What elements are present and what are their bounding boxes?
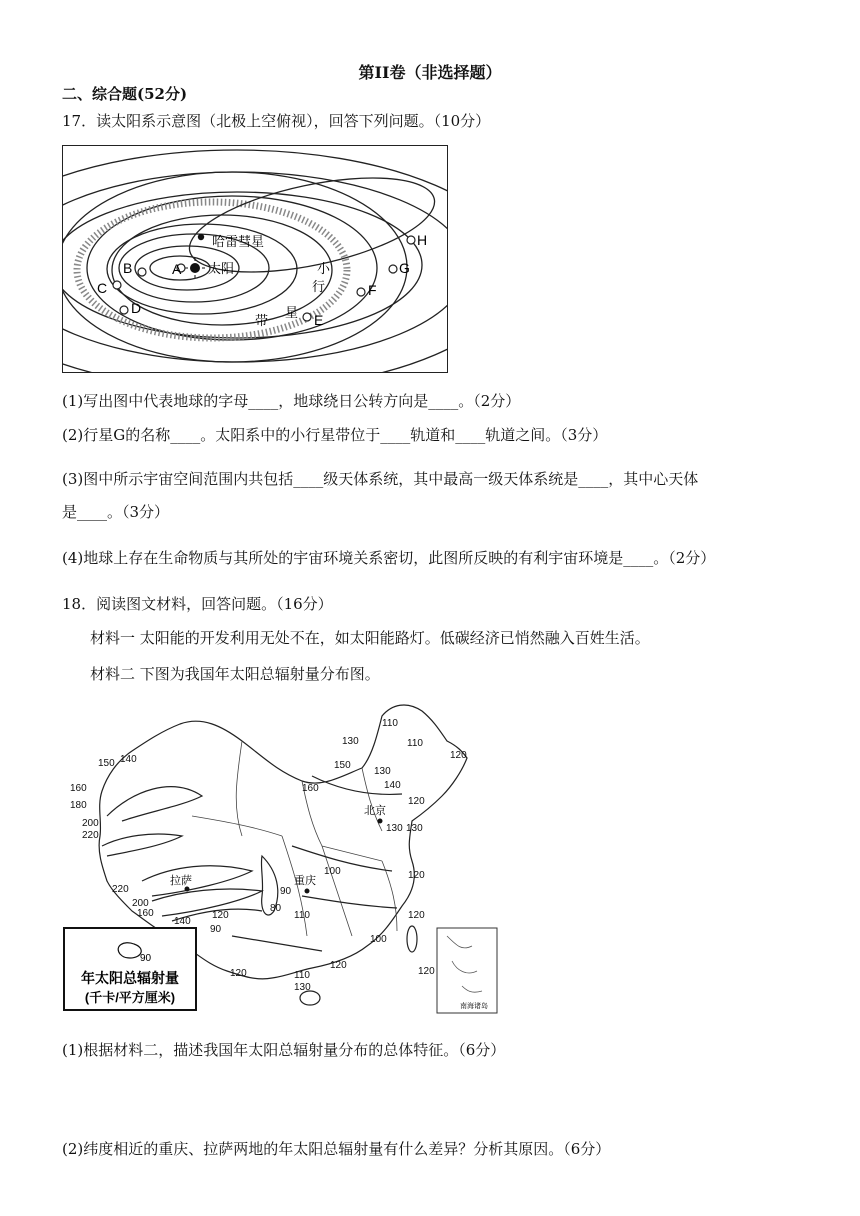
contour-east-1	[292, 846, 392, 871]
label-A: A	[172, 261, 182, 277]
contour-label: 180	[70, 800, 87, 811]
planet-C	[113, 281, 121, 289]
contour-label: 150	[334, 760, 351, 771]
label-comet: 哈雷彗星	[212, 234, 265, 249]
label-D: D	[131, 300, 142, 316]
south-sea-inset	[437, 928, 497, 1013]
comet-icon	[198, 234, 204, 240]
label-beijing: 北京	[364, 805, 386, 817]
contour-label: 130	[342, 736, 359, 747]
legend-value: 90	[140, 953, 152, 964]
contour-label: 130	[386, 823, 403, 834]
contour-label: 200	[82, 818, 99, 829]
contour-label: 120	[230, 968, 247, 979]
contour-label: 140	[384, 780, 401, 791]
label-H: H	[417, 232, 428, 248]
q17-sub3b: 是____。（3分）	[62, 503, 170, 521]
chongqing-marker	[305, 889, 310, 894]
label-chongqing: 重庆	[294, 875, 316, 887]
contour-label: 200	[132, 898, 149, 909]
contour-label: 160	[70, 783, 87, 794]
contour-label: 150	[98, 758, 115, 769]
contour-label: 140	[120, 754, 137, 765]
planet-D	[120, 306, 128, 314]
contour-label: 110	[382, 718, 398, 729]
contour-label: 160	[137, 908, 154, 919]
contour-label: 100	[324, 866, 341, 877]
contour-label: 120	[408, 870, 425, 881]
label-sun: 太阳	[208, 261, 235, 276]
contour-label: 120	[330, 960, 347, 971]
q17-stem: 17．读太阳系示意图（北极上空俯视），回答下列问题。（10分）	[62, 112, 491, 130]
label-G: G	[399, 260, 410, 276]
contour-label: 130	[374, 766, 391, 777]
china-radiation-map	[62, 696, 502, 1018]
sun-icon	[190, 263, 200, 273]
contour-label: 120	[408, 910, 425, 921]
hainan-island	[300, 991, 320, 1005]
label-C: C	[97, 280, 108, 296]
label-lhasa: 拉萨	[170, 875, 192, 887]
q18-stem: 18．阅读图文材料，回答问题。（16分）	[62, 595, 333, 613]
contour-label: 90	[210, 924, 222, 935]
contour-south-1	[232, 936, 322, 951]
legend-unit: (千卡/平方厘米)	[84, 990, 176, 1005]
q17-sub1: (1)写出图中代表地球的字母____，地球绕日公转方向是____。（2分）	[62, 392, 521, 410]
planet-H	[407, 236, 415, 244]
contour-label: 100	[370, 934, 387, 945]
contour-label: 130	[294, 982, 311, 993]
contour-label: 120	[418, 966, 435, 977]
label-B: B	[123, 260, 133, 276]
q17-sub2: (2)行星G的名称____。太阳系中的小行星带位于____轨道和____轨道之间。（3分）	[62, 426, 608, 444]
legend-title: 年太阳总辐射量	[81, 970, 179, 986]
inset-label: 南海诸岛	[460, 1003, 488, 1010]
label-F: F	[368, 282, 377, 298]
q18-material1: 材料一 太阳能的开发利用无处不在，如太阳能路灯。低碳经济已悄然融入百姓生活。	[90, 629, 650, 647]
contour-west-1	[107, 787, 202, 821]
contour-west-2	[102, 834, 182, 856]
label-E: E	[314, 312, 324, 328]
contour-label: 80	[270, 903, 282, 914]
contour-label: 110	[407, 738, 423, 749]
contour-label: 110	[294, 970, 310, 981]
label-belt-1: 小	[317, 261, 331, 276]
lhasa-marker	[185, 887, 190, 892]
q17-sub3a: (3)图中所示宇宙空间范围内共包括____级天体系统，其中最高一级天体系统是____，其中心天体	[62, 470, 699, 488]
page-title: 第II卷（非选择题）	[358, 63, 502, 82]
contour-label: 110	[294, 910, 310, 921]
contour-label: 140	[174, 916, 191, 927]
planet-B	[138, 268, 146, 276]
label-belt-2: 行	[312, 279, 326, 294]
section-heading: 二、综合题(52分)	[62, 85, 188, 103]
label-belt-4: 带	[255, 313, 269, 328]
taiwan-island	[407, 926, 417, 952]
q17-sub4: (4)地球上存在生命物质与其所处的宇宙环境关系密切，此图所反映的有利宇宙环境是____。（2分）	[62, 549, 716, 567]
contour-label: 120	[212, 910, 229, 921]
beijing-marker	[378, 819, 383, 824]
contour-label: 120	[450, 750, 467, 761]
contour-label: 160	[302, 783, 319, 794]
planet-E	[303, 313, 311, 321]
planet-F	[357, 288, 365, 296]
q18-sub2: (2)纬度相近的重庆、拉萨两地的年太阳总辐射量有什么差异？分析其原因。（6分）	[62, 1140, 611, 1158]
q18-material2: 材料二 下图为我国年太阳总辐射量分布图。	[90, 665, 380, 683]
label-belt-3: 星	[285, 305, 299, 320]
planet-G	[389, 265, 397, 273]
contour-label: 220	[112, 884, 129, 895]
contour-label: 120	[408, 796, 425, 807]
contour-label: 220	[82, 830, 99, 841]
contour-label: 130	[406, 823, 423, 834]
contour-east-2	[302, 896, 397, 908]
solar-system-diagram	[62, 145, 448, 373]
contour-label: 90	[280, 886, 292, 897]
q18-sub1: (1)根据材料二，描述我国年太阳总辐射量分布的总体特征。（6分）	[62, 1041, 506, 1059]
